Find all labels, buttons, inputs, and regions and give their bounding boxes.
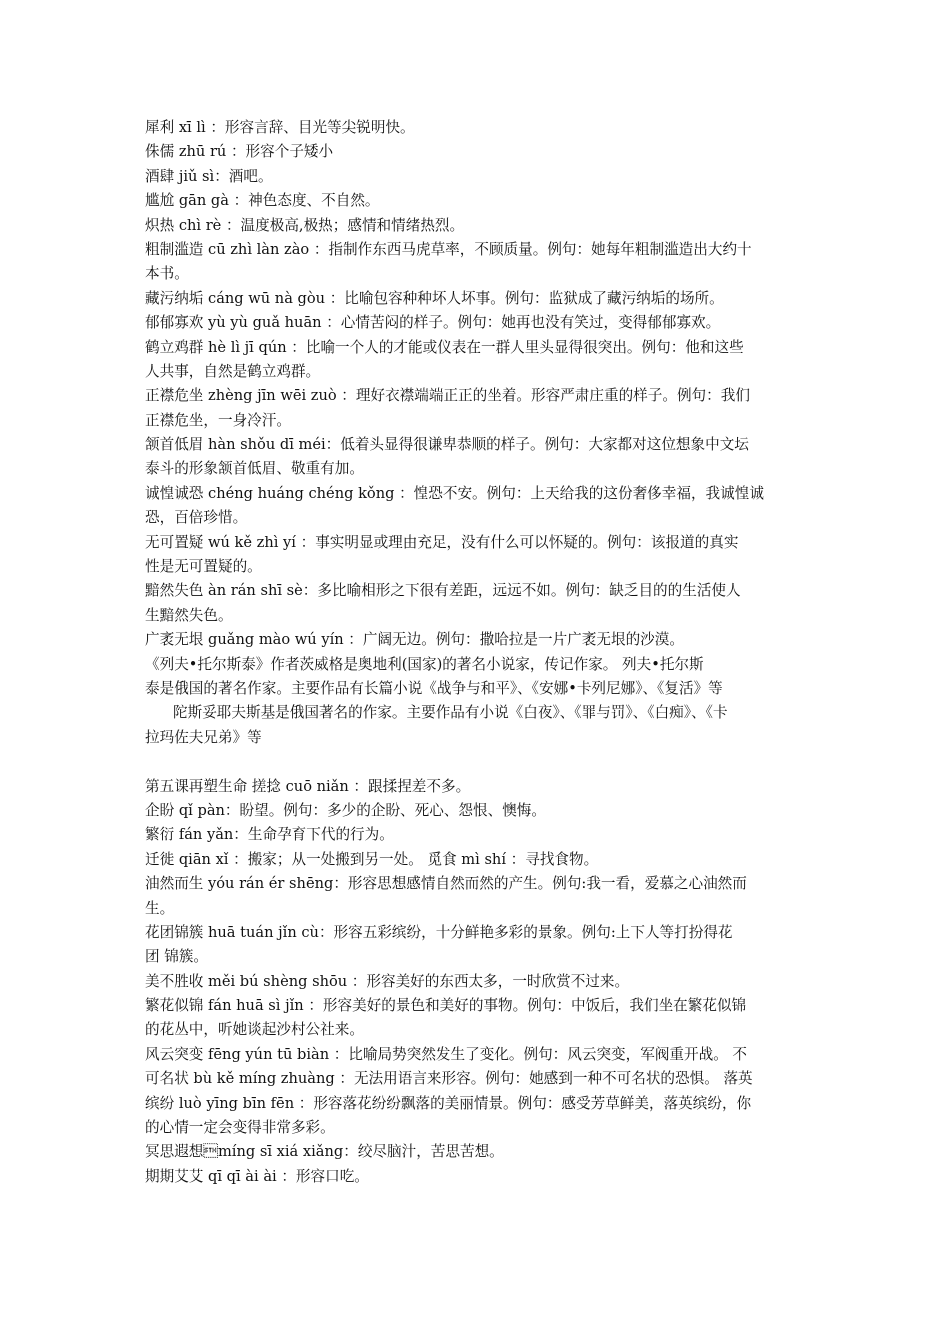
text-line: 生黯然失色。 (145, 606, 233, 624)
text-line: 性是无可置疑的。 (145, 558, 262, 576)
text-line: 拉玛佐夫兄弟》等 (145, 728, 262, 746)
text-line: 侏儒 zhū rú ：形容个子矮小 (145, 143, 334, 161)
text-line: 的花丛中，听她谈起沙村公社来。 (145, 1021, 364, 1039)
blank-line (145, 750, 810, 774)
text-line: 泰斗的形象颔首低眉、敬重有加。 (145, 460, 364, 478)
text-line: 风云突变 fēng yún tū biàn ：比喻局势突然发生了变化。例句：风云突变，军阀重开战。 不 (145, 1045, 748, 1063)
text-line: 郁郁寡欢 yù yù guǎ huān ：心情苦闷的样子。例句：她再也没有笑过，变得郁郁寡欢。 (145, 314, 721, 332)
text-line: 陀斯妥耶夫斯基是俄国著名的作家。主要作品有小说《白夜》、《罪与罚》、《白痴》、《卡 (173, 704, 728, 722)
text-line: 迁徙 qiān xǐ ：搬家；从一处搬到另一处。 觅食 mì shí ：寻找食物。 (145, 850, 599, 868)
text-line: 诚惶诚恐 chéng huáng chéng kǒng ：惶恐不安。例句：上天给我的这份奢侈幸福，我诚惶诚 (145, 484, 764, 502)
text-line: 可名状 bù kě míng zhuàng ：无法用语言来形容。例句：她感到一种不可名状的恐惧。 落英 (145, 1070, 753, 1088)
document-body (145, 116, 810, 1214)
text-line: 《列夫•托尔斯泰》作者茨威格是奥地利(国家)的著名小说家，传记作家。 列夫•托尔斯 (145, 655, 704, 673)
text-line: 第五课再塑生命 搓捻 cuō niǎn ：跟揉捏差不多。 (145, 777, 471, 795)
text-line: 美不胜收 měi bú shèng shōu ：形容美好的东西太多，一时欣赏不过来。 (145, 972, 630, 990)
text-line: 犀利 xī lì ：形容言辞、目光等尖锐明快。 (145, 119, 415, 136)
text-line: 泰是俄国的著名作家。主要作品有长篇小说《战争与和平》、《安娜•卡列尼娜》、《复活》等 (145, 679, 723, 697)
text-line: 团 锦簇。 (145, 948, 209, 966)
text-line: 正襟危坐，一身冷汗。 (145, 411, 291, 429)
text-line: 本书。 (145, 265, 189, 283)
text-line: 油然而生 yóu rán ér shēng：形容思想感情自然而然的产生。例句:我一看，爱慕之心油然而 (145, 875, 747, 893)
text-line: 广袤无垠 guǎng mào wú yín ：广阔无边。例句：撒哈拉是一片广袤无垠的沙漠。 (145, 631, 684, 649)
text-line: 尴尬 gān gà ：神色态度、不自然。 (145, 192, 380, 210)
text-line: 颔首低眉 hàn shǒu dī méi：低着头显得很谦卑恭顺的样子。例句：大家都对这位想象中文坛 (145, 436, 749, 454)
text-line: 黯然失色 àn rán shī sè：多比喻相形之下很有差距，远远不如。例句：缺乏目的的生活使人 (145, 582, 741, 600)
text-line: 人共事，自然是鹤立鸡群。 (145, 362, 321, 380)
text-line: 恐，百倍珍惜。 (145, 509, 248, 527)
text-line: 期期艾艾 qī qī ài ài ：形容口吃。 (145, 1167, 369, 1185)
text-line: 缤纷 luò yīng bīn fēn ：形容落花纷纷飘落的美丽情景。例句：感受芳草鲜美，落英缤纷，你 (145, 1094, 752, 1112)
text-line: 酒肆 jiǔ sì：酒吧。 (145, 167, 273, 185)
text-line: 花团锦簇 huā tuán jǐn cù：形容五彩缤纷，十分鲜艳多彩的景象。例句:上下人等打扮得花 (145, 923, 733, 941)
text-line: 藏污纳垢 cáng wū nà gòu ：比喻包容种种坏人坏事。例句：监狱成了藏污纳垢的场所。 (145, 289, 724, 307)
text-line: 粗制滥造 cū zhì làn zào ：指制作东西马虎草率，不顾质量。例句：她每年粗制滥造出大约十 (145, 240, 752, 258)
text-line: 生。 (145, 899, 175, 917)
text-line: 繁衍 fán yǎn：生命孕育下代的行为。 (145, 826, 394, 844)
text-line: 炽热 chì rè ：温度极高,极热；感情和情绪热烈。 (145, 216, 465, 234)
text-line (145, 1189, 810, 1213)
text-line: 冥思遐想míng sī xiá xiǎng：绞尽脑汁，苦思苦想。 (145, 1143, 504, 1161)
text-line: 企盼 qǐ pàn：盼望。例句：多少的企盼、死心、怨恨、懊悔。 (145, 801, 546, 819)
text-line: 鹤立鸡群 hè lì jī qún ：比喻一个人的才能或仪表在一群人里头显得很突出。例句：他和这些 (145, 338, 744, 356)
text-line: 无可置疑 wú kě zhì yí ：事实明显或理由充足，没有什么可以怀疑的。例句：该报道的真实 (145, 533, 739, 551)
text-line: 的心情一定会变得非常多彩。 (145, 1119, 335, 1137)
text-line: 繁花似锦 fán huā sì jǐn ：形容美好的景色和美好的事物。例句：中饭后，我们坐在繁花似锦 (145, 997, 747, 1015)
text-line: 正襟危坐 zhèng jīn wēi zuò ：理好衣襟端端正正的坐着。形容严肃庄重的样子。例句：我们 (145, 387, 750, 405)
